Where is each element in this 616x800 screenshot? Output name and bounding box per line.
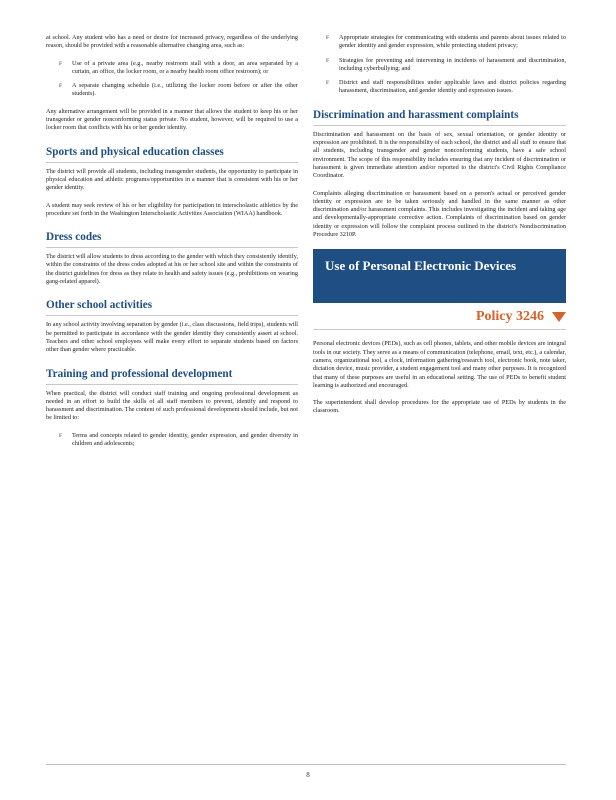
list-item-text: District and staff responsibilities under applicable laws and district policies regarding harassment, discrimination, and gender identity and expression issues. <box>339 79 566 95</box>
policy-paragraph-1: Personal electronic devices (PEDs), such as cell phones, tablets, and other mobile devices are integral tools in our society. They serve as a means of communication (telephone, email, text, etc.), a calendar, camera, organizational tool, a clock, information gathering/research tool, electronic book, note taker, dictation device, music provider, a student engagement tool and many other purposes. It is recognized that many of these purposes are useful in an educational setting. The use of PEDs to benefit student learning is authorized and encouraged. <box>313 340 566 389</box>
bullet-marker: F <box>59 60 63 67</box>
bullet-marker: F <box>326 35 330 41</box>
bullet-marker: F <box>59 432 63 439</box>
other-activities-heading: Other school activities <box>46 298 298 316</box>
bullet-marker: F <box>59 83 63 90</box>
list-item <box>313 57 566 74</box>
sports-paragraph-2: A student may seek review of his or her eligibility for participation in interscholastic athletics by the procedure set forth in the Washington Interscholastic Activities Association (WIAA) handbook. <box>46 201 298 217</box>
triangle-down-icon <box>552 312 566 322</box>
intro-paragraph: at school. Any student who has a need or desire for increased privacy, regardless of the underlying reason, should be provided with a reasonable alternative changing area, such as: <box>46 34 298 50</box>
list-item-text: Strategies for preventing and intervening in incidents of harassment and discrimination, including cyberbullying; and <box>339 56 566 72</box>
page-number: 8 <box>306 771 310 779</box>
list-item-text: A separate changing schedule (i.e., utilizing the locker room before or after the other students). <box>72 82 298 98</box>
training-list <box>46 432 298 449</box>
list-item <box>46 60 298 77</box>
training-heading: Training and professional development <box>46 367 298 385</box>
list-item-text: Use of a private area (e.g., nearby restroom stall with a door, an area separated by a curtain, an office, the locker room, or a nearby health room office restroom); or <box>72 59 298 75</box>
bullet-marker: F <box>326 57 330 64</box>
discrimination-paragraph-1: Discrimination and harassment on the basis of sex, sexual orientation, or gender identity or expression are prohibited. It is the responsibility of each school, the district and all staff to ensure that all students, including transgender and gender nonconforming students, have a safe school environment. The scope of this responsibility includes ensuring that any incident of discrimination or harassment is given immediate attention and/or reported to the district's Civil Rights Compliance Coordinator. <box>313 130 566 180</box>
right-column <box>313 34 566 425</box>
dress-codes-paragraph: The district will allow students to dress according to the gender with which they consistently identify, within the constraints of the dress codes adopted at his or her school site and within the constraints of the district guidelines for dress as they relate to health and safety issues (e.g., prohibitions on wearing gang-related apparel). <box>46 253 298 286</box>
discrimination-paragraph-2: Complaints alleging discrimination or harassment based on a person's actual or perceived gender identity or expression are to be taken seriously and handled in the same manner as other discrimination and/or harassment complaints. This includes investigating the incident and taking age and developmentally-appropriate corrective action. Complaints of discrimination based on gender identity or expression will follow the complaint process outlined in the district's Nondiscrimination Procedure 3210P. <box>313 189 566 239</box>
list-item <box>313 79 566 96</box>
list-item-text: Appropriate strategies for communicating with students and parents about issues related to gender identity and gender expression, while protecting student privacy; <box>339 34 566 50</box>
discrimination-heading: Discrimination and harassment complaints <box>313 108 566 126</box>
policy-paragraph-2: The superintendent shall develop procedures for the appropriate use of PEDs by students in the classroom. <box>313 399 566 415</box>
list-item <box>313 34 566 51</box>
dress-codes-heading: Dress codes <box>46 230 298 248</box>
training-list-continued <box>313 34 566 96</box>
changing-area-list <box>46 60 298 99</box>
other-activities-paragraph: In any school activity involving separation by gender (i.e., class discussions, field trips), students will be permitted to participate in accordance with the gender identity they consistently assert at school. Teachers and other school employees will make every effort to separate students based on factors other than gender where practicable. <box>46 321 298 354</box>
left-column <box>46 34 298 457</box>
sports-paragraph-1: The district will provide all students, including transgender students, the opportunity to participate in physical education and athletic programs/opportunities in a manner that is consistent with his or her gender identity. <box>46 167 298 192</box>
alternative-arrangement-paragraph: Any alternative arrangement will be provided in a manner that allows the student to keep his or her transgender or gender nonconforming status private. No student, however, will be required to use a locker room that conflicts with his or her gender identity. <box>46 107 298 132</box>
policy-number: Policy 3246 <box>475 309 544 325</box>
list-item-text: Terms and concepts related to gender identity, gender expression, and gender diversity in children and adolescents; <box>72 431 298 448</box>
training-paragraph: When practical, the district will conduct staff training and ongoing professional development as needed in an effort to build the skills of all staff members to prevent, identify and respond to harassment and discrimination. The content of such professional development should include, but not be limited to: <box>46 389 298 422</box>
sports-heading: Sports and physical education classes <box>46 145 298 163</box>
policy-title: Use of Personal Electronic Devices <box>325 258 517 274</box>
footer-divider <box>46 764 566 765</box>
list-item <box>46 432 298 449</box>
policy-number-row <box>313 303 566 330</box>
bullet-marker: F <box>326 80 330 87</box>
list-item <box>46 82 298 99</box>
policy-title-banner <box>313 249 566 303</box>
